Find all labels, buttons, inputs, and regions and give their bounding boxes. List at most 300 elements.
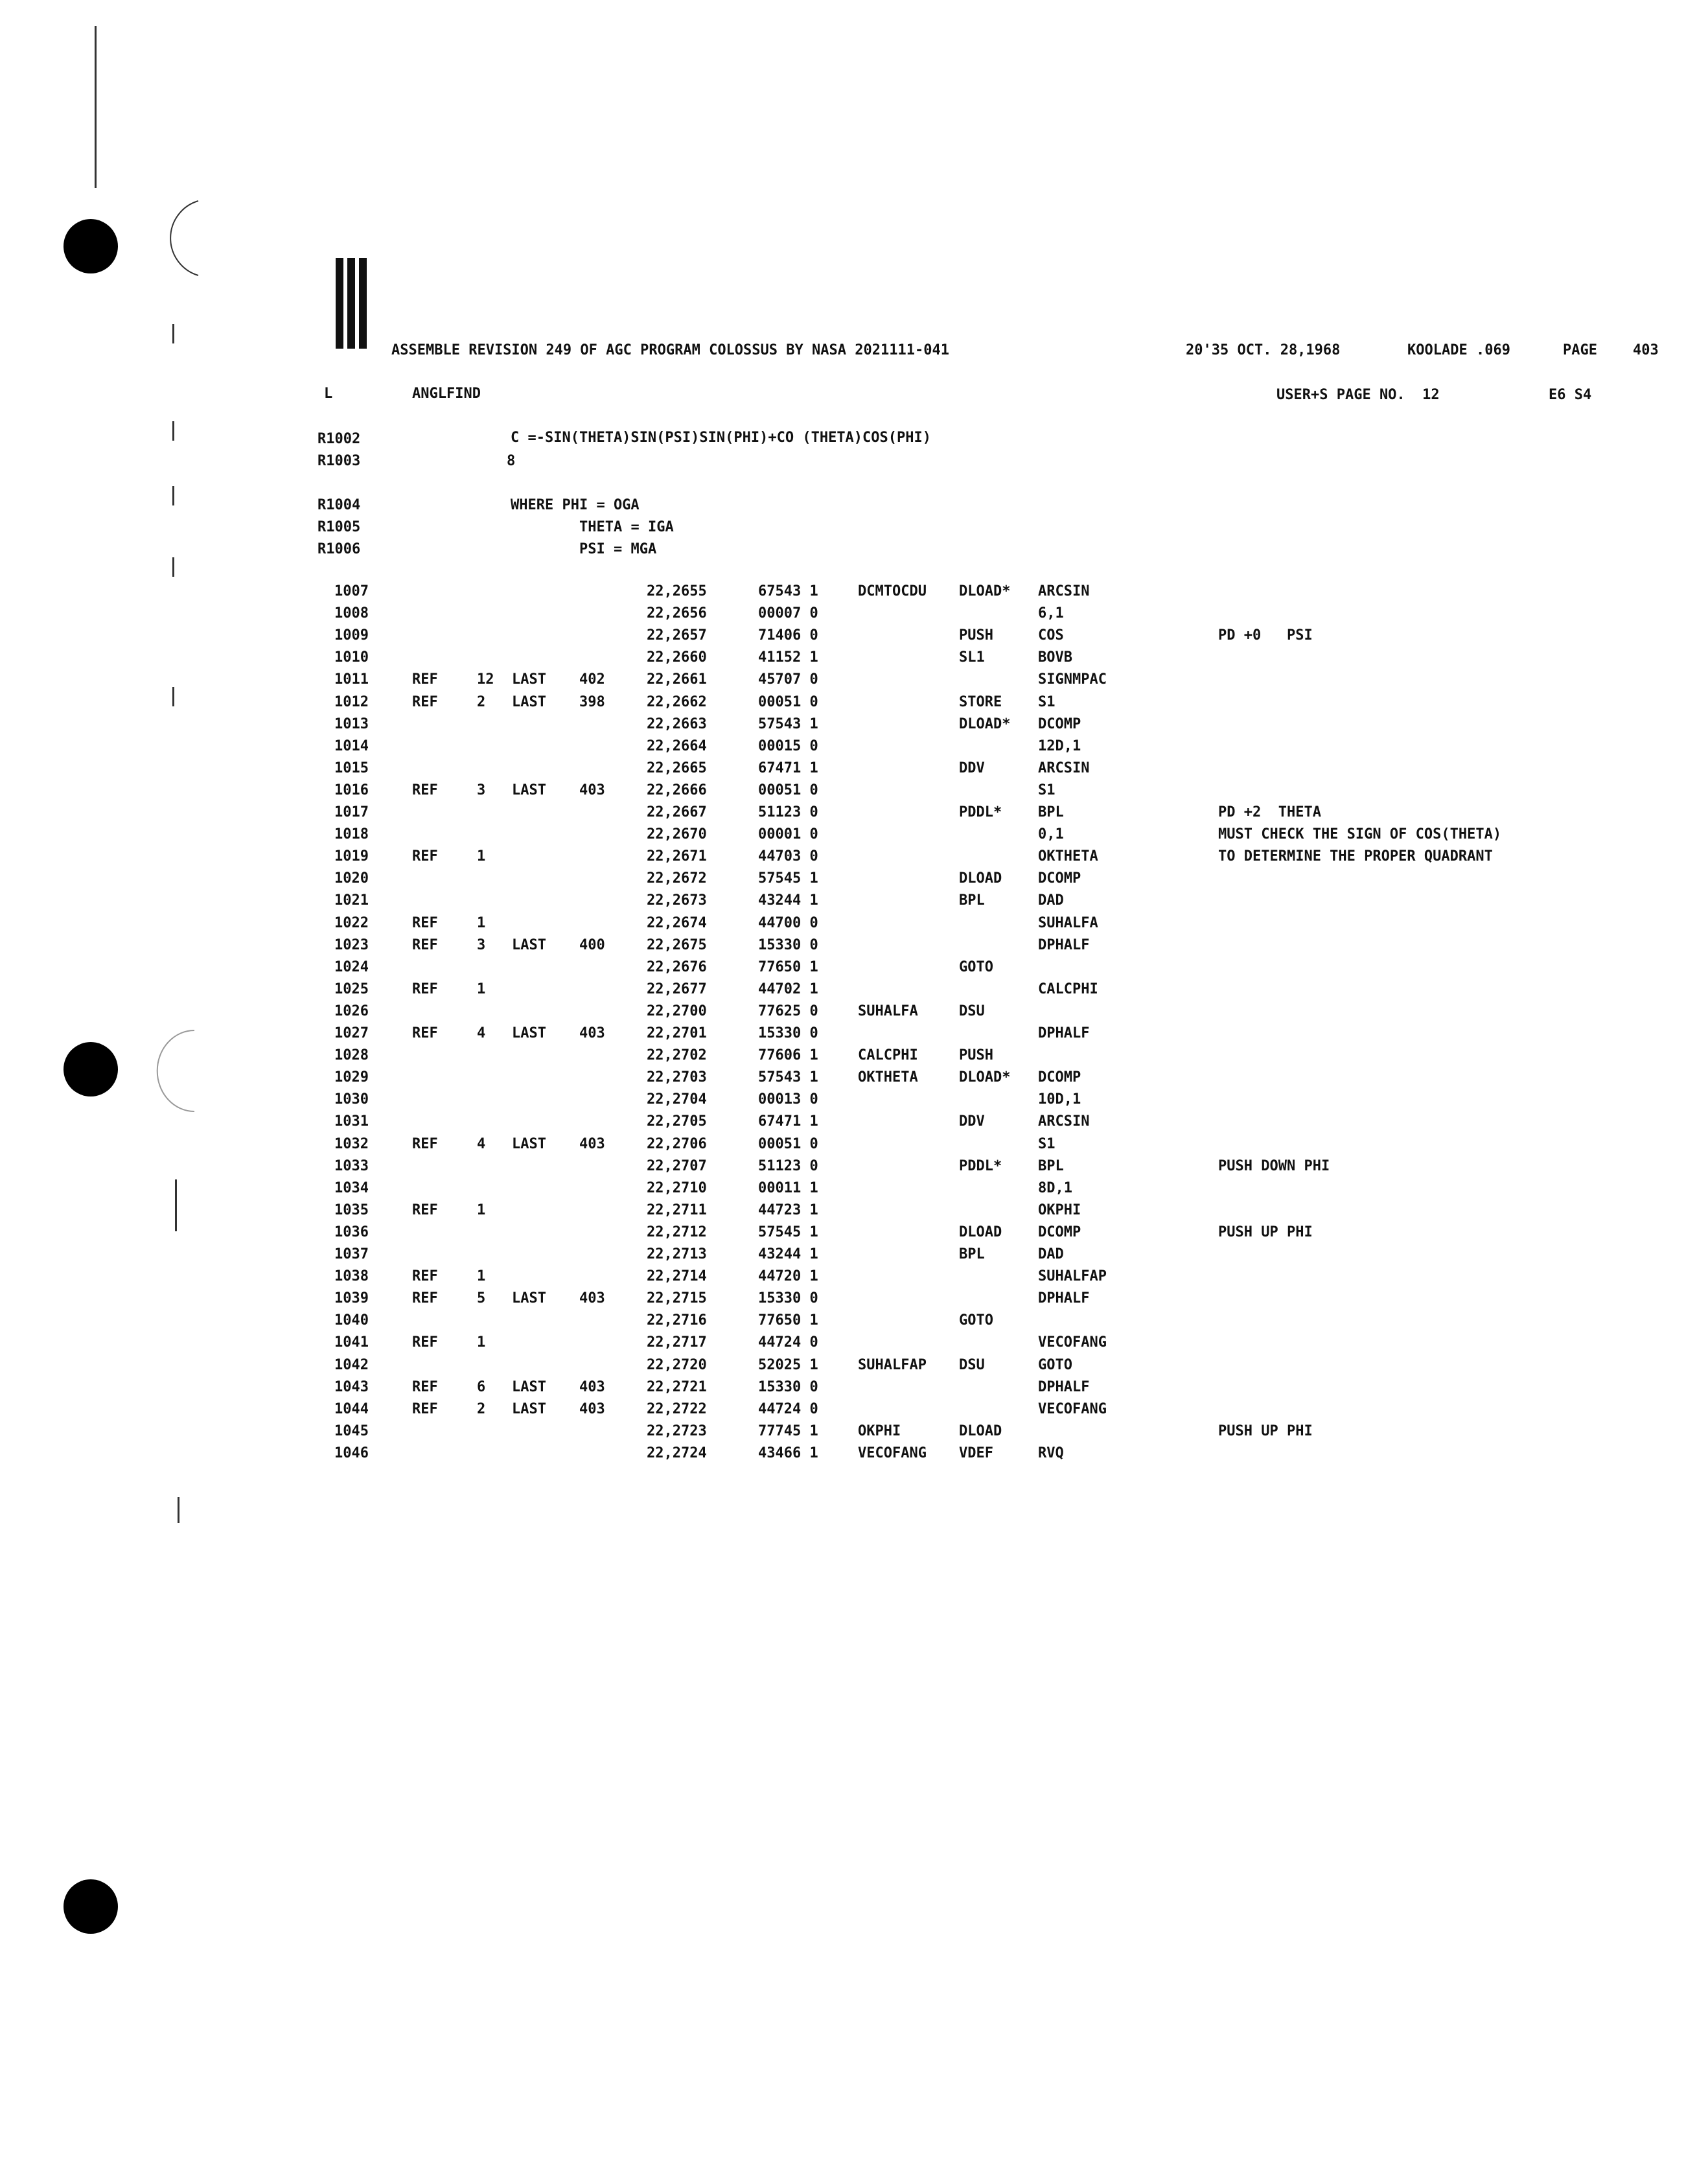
label: VECOFANG (858, 1444, 927, 1461)
octal-word: 45707 0 (758, 671, 818, 688)
operand: 12D,1 (1038, 737, 1081, 754)
octal-word: 57543 1 (758, 715, 818, 732)
octal-word: 44724 0 (758, 1334, 818, 1351)
listing-row (0, 981, 1708, 1003)
octal-word: 52025 1 (758, 1356, 818, 1373)
ref-count: 1 (477, 1201, 486, 1218)
line-number: 1032 (334, 1135, 369, 1152)
address: 22,2710 (647, 1179, 707, 1196)
octal-word: 57545 1 (758, 1224, 818, 1240)
address: 22,2661 (647, 671, 707, 688)
address: 22,2715 (647, 1290, 707, 1307)
listing-row (0, 870, 1708, 892)
address: 22,2712 (647, 1224, 707, 1240)
operand: BPL (1038, 1157, 1064, 1174)
line-number: 1042 (334, 1356, 369, 1373)
comment: PD +2 THETA (1218, 804, 1321, 820)
date-time: 20'35 OCT. 28,1968 (1186, 342, 1341, 358)
listing-row (0, 1268, 1708, 1290)
opcode: DLOAD* (959, 583, 1011, 599)
margin-mark (172, 421, 174, 441)
line-number: 1030 (334, 1091, 369, 1108)
listing-row (0, 1290, 1708, 1312)
operand: DCOMP (1038, 1224, 1081, 1240)
octal-word: 00051 0 (758, 693, 818, 710)
line-number: 1044 (334, 1400, 369, 1417)
octal-word: 15330 0 (758, 1378, 818, 1395)
line-number: 1043 (334, 1378, 369, 1395)
opcode: PDDL* (959, 804, 1002, 820)
listing-row (0, 804, 1708, 826)
last-page: 402 (579, 671, 605, 688)
address: 22,2707 (647, 1157, 707, 1174)
address: 22,2675 (647, 936, 707, 953)
listing-row (0, 1136, 1708, 1158)
line-number: 1007 (334, 583, 369, 599)
line-number: 1019 (334, 848, 369, 865)
last-page: 403 (579, 1290, 605, 1307)
address: 22,2700 (647, 1003, 707, 1019)
address: 22,2704 (647, 1091, 707, 1108)
operand: ARCSIN (1038, 583, 1090, 599)
octal-word: 77625 0 (758, 1003, 818, 1019)
address: 22,2706 (647, 1135, 707, 1152)
operand: 8D,1 (1038, 1179, 1072, 1196)
page-number: 403 (1633, 342, 1659, 358)
remark-text: WHERE PHI = OGA (511, 497, 640, 513)
margin-mark (95, 26, 97, 188)
last-keyword: LAST (512, 1135, 546, 1152)
address: 22,2717 (647, 1334, 707, 1351)
opcode: DDV (959, 1113, 985, 1130)
ref-count: 12 (477, 671, 494, 688)
operand: S1 (1038, 693, 1056, 710)
line-number: 1031 (334, 1113, 369, 1130)
line-number: 1039 (334, 1290, 369, 1307)
octal-word: 44720 1 (758, 1268, 818, 1285)
binder-hole-outline-top (127, 194, 205, 285)
operand: DPHALF (1038, 1378, 1090, 1395)
operand: DPHALF (1038, 1025, 1090, 1041)
margin-mark (172, 486, 174, 505)
octal-word: 67471 1 (758, 1113, 818, 1130)
last-keyword: LAST (512, 936, 546, 953)
operand: OKPHI (1038, 1201, 1081, 1218)
comment: MUST CHECK THE SIGN OF COS(THETA) (1218, 826, 1502, 843)
address: 22,2657 (647, 627, 707, 644)
address: 22,2672 (647, 870, 707, 887)
line-number: 1016 (334, 782, 369, 798)
listing-row (0, 1003, 1708, 1025)
listing-row (0, 1025, 1708, 1047)
line-number: 1037 (334, 1246, 369, 1262)
address: 22,2667 (647, 804, 707, 820)
listing-row (0, 583, 1708, 605)
octal-word: 44702 1 (758, 980, 818, 997)
page-code: E6 S4 (1549, 387, 1592, 403)
remark-number: R1004 (317, 497, 361, 513)
address: 22,2673 (647, 892, 707, 909)
listing-row (0, 1357, 1708, 1379)
margin-mark (178, 1497, 179, 1523)
last-keyword: LAST (512, 1025, 546, 1041)
ref-keyword: REF (412, 1334, 438, 1351)
address: 22,2723 (647, 1422, 707, 1439)
opcode: DSU (959, 1356, 985, 1373)
listing-row (0, 1113, 1708, 1135)
ref-keyword: REF (412, 936, 438, 953)
opcode: GOTO (959, 1312, 993, 1329)
label: SUHALFAP (858, 1356, 927, 1373)
address: 22,2666 (647, 782, 707, 798)
line-number: 1038 (334, 1268, 369, 1285)
operand: SUHALFAP (1038, 1268, 1107, 1285)
operand: DCOMP (1038, 870, 1081, 887)
address: 22,2663 (647, 715, 707, 732)
listing-row (0, 959, 1708, 981)
address: 22,2662 (647, 693, 707, 710)
ref-keyword: REF (412, 671, 438, 688)
ref-keyword: REF (412, 693, 438, 710)
remark-number: R1002 (317, 431, 361, 447)
opcode: GOTO (959, 958, 993, 975)
operand: GOTO (1038, 1356, 1072, 1373)
line-number: 1035 (334, 1201, 369, 1218)
line-number: 1008 (334, 605, 369, 622)
address: 22,2703 (647, 1069, 707, 1086)
octal-word: 57543 1 (758, 1069, 818, 1086)
label: CALCPHI (858, 1047, 918, 1064)
binder-hole-bottom (63, 1879, 118, 1934)
user-id: KOOLADE .069 (1407, 342, 1510, 358)
listing-row (0, 694, 1708, 716)
listing-row (0, 1180, 1708, 1202)
ref-count: 4 (477, 1025, 486, 1041)
line-number: 1028 (334, 1047, 369, 1064)
octal-word: 15330 0 (758, 1025, 818, 1041)
operand: S1 (1038, 782, 1056, 798)
octal-word: 00013 0 (758, 1091, 818, 1108)
operand: ARCSIN (1038, 760, 1090, 776)
remark-text: C =-SIN(THETA)SIN(PSI)SIN(PHI)+CO (THETA)COS(PHI) (511, 430, 932, 446)
line-number: 1011 (334, 671, 369, 688)
operand: CALCPHI (1038, 980, 1098, 997)
listing-row (0, 782, 1708, 804)
label: OKPHI (858, 1422, 901, 1439)
last-keyword: LAST (512, 1378, 546, 1395)
address: 22,2716 (647, 1312, 707, 1329)
user-page-number: USER+S PAGE NO. 12 (1276, 387, 1440, 403)
address: 22,2720 (647, 1356, 707, 1373)
line-number: 1017 (334, 804, 369, 820)
operand: 10D,1 (1038, 1091, 1081, 1108)
listing-row (0, 627, 1708, 649)
ref-keyword: REF (412, 782, 438, 798)
listing-row (0, 1334, 1708, 1356)
address: 22,2656 (647, 605, 707, 622)
ref-count: 1 (477, 1268, 486, 1285)
address: 22,2671 (647, 848, 707, 865)
section-name: ANGLFIND (412, 386, 481, 402)
octal-word: 44724 0 (758, 1400, 818, 1417)
last-page: 403 (579, 1378, 605, 1395)
ref-count: 5 (477, 1290, 486, 1307)
ref-keyword: REF (412, 1268, 438, 1285)
opcode: DDV (959, 760, 985, 776)
listing-row (0, 649, 1708, 671)
operand: DAD (1038, 892, 1064, 909)
ref-keyword: REF (412, 1201, 438, 1218)
line-number: 1020 (334, 870, 369, 887)
ref-keyword: REF (412, 1400, 438, 1417)
line-number: 1014 (334, 737, 369, 754)
operand: SIGNMPAC (1038, 671, 1107, 688)
address: 22,2676 (647, 958, 707, 975)
opcode: DSU (959, 1003, 985, 1019)
listing-row (0, 605, 1708, 627)
line-number: 1034 (334, 1179, 369, 1196)
line-number: 1010 (334, 649, 369, 666)
octal-word: 15330 0 (758, 936, 818, 953)
ref-count: 3 (477, 782, 486, 798)
address: 22,2724 (647, 1444, 707, 1461)
opcode: PUSH (959, 1047, 993, 1064)
comment: PUSH DOWN PHI (1218, 1157, 1330, 1174)
ref-keyword: REF (412, 914, 438, 931)
octal-word: 44703 0 (758, 848, 818, 865)
octal-word: 00015 0 (758, 737, 818, 754)
listing-row (0, 1158, 1708, 1180)
octal-word: 00051 0 (758, 1135, 818, 1152)
ref-count: 1 (477, 1334, 486, 1351)
address: 22,2670 (647, 826, 707, 843)
address: 22,2701 (647, 1025, 707, 1041)
listing-row (0, 1312, 1708, 1334)
listing-row (0, 1091, 1708, 1113)
opcode: STORE (959, 693, 1002, 710)
octal-word: 77650 1 (758, 1312, 818, 1329)
label: OKTHETA (858, 1069, 918, 1086)
ref-count: 1 (477, 914, 486, 931)
last-keyword: LAST (512, 1290, 546, 1307)
opcode: VDEF (959, 1444, 993, 1461)
line-number: 1036 (334, 1224, 369, 1240)
listing-row (0, 1379, 1708, 1401)
address: 22,2722 (647, 1400, 707, 1417)
operand: DPHALF (1038, 1290, 1090, 1307)
address: 22,2705 (647, 1113, 707, 1130)
margin-mark (172, 557, 174, 577)
line-number: 1009 (334, 627, 369, 644)
opcode: BPL (959, 892, 985, 909)
octal-word: 43244 1 (758, 892, 818, 909)
listing-row (0, 937, 1708, 959)
opcode: DLOAD (959, 1422, 1002, 1439)
address: 22,2711 (647, 1201, 707, 1218)
operand: 6,1 (1038, 605, 1064, 622)
line-number: 1046 (334, 1444, 369, 1461)
address: 22,2674 (647, 914, 707, 931)
comment: PD +0 PSI (1218, 627, 1313, 644)
octal-word: 00011 1 (758, 1179, 818, 1196)
last-keyword: LAST (512, 671, 546, 688)
address: 22,2721 (647, 1378, 707, 1395)
octal-word: 67543 1 (758, 583, 818, 599)
address: 22,2665 (647, 760, 707, 776)
octal-word: 71406 0 (758, 627, 818, 644)
label: DCMTOCDU (858, 583, 927, 599)
last-page: 403 (579, 1025, 605, 1041)
comment: TO DETERMINE THE PROPER QUADRANT (1218, 848, 1493, 865)
line-number: 1023 (334, 936, 369, 953)
operand: VECOFANG (1038, 1400, 1107, 1417)
operand: BOVB (1038, 649, 1072, 666)
octal-word: 77650 1 (758, 958, 818, 975)
opcode: DLOAD* (959, 1069, 1011, 1086)
octal-word: 51123 0 (758, 1157, 818, 1174)
line-number: 1029 (334, 1069, 369, 1086)
octal-word: 43466 1 (758, 1444, 818, 1461)
operand: VECOFANG (1038, 1334, 1107, 1351)
binder-hole-top (63, 219, 118, 273)
line-number: 1013 (334, 715, 369, 732)
address: 22,2664 (647, 737, 707, 754)
opcode: PDDL* (959, 1157, 1002, 1174)
margin-mark (172, 324, 174, 343)
line-number: 1025 (334, 980, 369, 997)
remark-number: R1003 (317, 453, 361, 469)
opcode: BPL (959, 1246, 985, 1262)
listing-row (0, 1047, 1708, 1069)
last-keyword: LAST (512, 782, 546, 798)
ref-keyword: REF (412, 1025, 438, 1041)
last-page: 398 (579, 693, 605, 710)
comment: PUSH UP PHI (1218, 1422, 1313, 1439)
remark-number: R1006 (317, 541, 361, 557)
listing-row (0, 1202, 1708, 1224)
remark-text: PSI = MGA (579, 541, 657, 557)
listing-row (0, 892, 1708, 914)
listing-row (0, 1445, 1708, 1467)
remark-text: THETA = IGA (579, 519, 674, 535)
octal-word: 00001 0 (758, 826, 818, 843)
octal-word: 51123 0 (758, 804, 818, 820)
line-number: 1015 (334, 760, 369, 776)
operand: DPHALF (1038, 936, 1090, 953)
octal-word: 15330 0 (758, 1290, 818, 1307)
listing-row (0, 1069, 1708, 1091)
operand: DAD (1038, 1246, 1064, 1262)
octal-word: 44723 1 (758, 1201, 818, 1218)
opcode: DLOAD (959, 870, 1002, 887)
ref-keyword: REF (412, 1135, 438, 1152)
last-keyword: LAST (512, 693, 546, 710)
listing-row (0, 1224, 1708, 1246)
octal-word: 00051 0 (758, 782, 818, 798)
operand: BPL (1038, 804, 1064, 820)
line-number: 1033 (334, 1157, 369, 1174)
address: 22,2660 (647, 649, 707, 666)
ref-keyword: REF (412, 848, 438, 865)
octal-word: 67471 1 (758, 760, 818, 776)
ref-count: 6 (477, 1378, 486, 1395)
listing-row (0, 716, 1708, 738)
address: 22,2655 (647, 583, 707, 599)
address: 22,2677 (647, 980, 707, 997)
ref-keyword: REF (412, 980, 438, 997)
line-number: 1024 (334, 958, 369, 975)
listing-row (0, 848, 1708, 870)
operand: ARCSIN (1038, 1113, 1090, 1130)
listing-row (0, 671, 1708, 693)
ref-keyword: REF (412, 1290, 438, 1307)
operand: DCOMP (1038, 715, 1081, 732)
octal-word: 00007 0 (758, 605, 818, 622)
remark-text: 8 (507, 453, 516, 469)
listing-row (0, 1423, 1708, 1445)
line-number: 1027 (334, 1025, 369, 1041)
address: 22,2713 (647, 1246, 707, 1262)
line-number: 1040 (334, 1312, 369, 1329)
operand: DCOMP (1038, 1069, 1081, 1086)
operand: COS (1038, 627, 1064, 644)
remark-number: R1005 (317, 519, 361, 535)
opcode: PUSH (959, 627, 993, 644)
ref-count: 2 (477, 1400, 486, 1417)
octal-word: 43244 1 (758, 1246, 818, 1262)
operand: RVQ (1038, 1444, 1064, 1461)
line-number: 1026 (334, 1003, 369, 1019)
ref-count: 2 (477, 693, 486, 710)
last-page: 403 (579, 782, 605, 798)
last-page: 400 (579, 936, 605, 953)
ref-count: 4 (477, 1135, 486, 1152)
address: 22,2714 (647, 1268, 707, 1285)
listing-row (0, 738, 1708, 760)
page-label: PAGE (1563, 342, 1597, 358)
last-keyword: LAST (512, 1400, 546, 1417)
vertical-bar-logo (336, 258, 368, 349)
listing-row (0, 826, 1708, 848)
ref-count: 1 (477, 980, 486, 997)
last-page: 403 (579, 1135, 605, 1152)
opcode: SL1 (959, 649, 985, 666)
line-number: 1022 (334, 914, 369, 931)
octal-word: 77745 1 (758, 1422, 818, 1439)
line-number: 1041 (334, 1334, 369, 1351)
octal-word: 44700 0 (758, 914, 818, 931)
listing-row (0, 1401, 1708, 1423)
ref-count: 3 (477, 936, 486, 953)
listing-row (0, 1246, 1708, 1268)
octal-word: 57545 1 (758, 870, 818, 887)
operand: SUHALFA (1038, 914, 1098, 931)
ref-count: 1 (477, 848, 486, 865)
line-number: 1012 (334, 693, 369, 710)
ref-keyword: REF (412, 1378, 438, 1395)
octal-word: 41152 1 (758, 649, 818, 666)
label: SUHALFA (858, 1003, 918, 1019)
octal-word: 77606 1 (758, 1047, 818, 1064)
section-letter: L (324, 386, 333, 402)
line-number: 1021 (334, 892, 369, 909)
listing-row (0, 760, 1708, 782)
opcode: DLOAD* (959, 715, 1011, 732)
comment: PUSH UP PHI (1218, 1224, 1313, 1240)
operand: OKTHETA (1038, 848, 1098, 865)
opcode: DLOAD (959, 1224, 1002, 1240)
line-number: 1018 (334, 826, 369, 843)
